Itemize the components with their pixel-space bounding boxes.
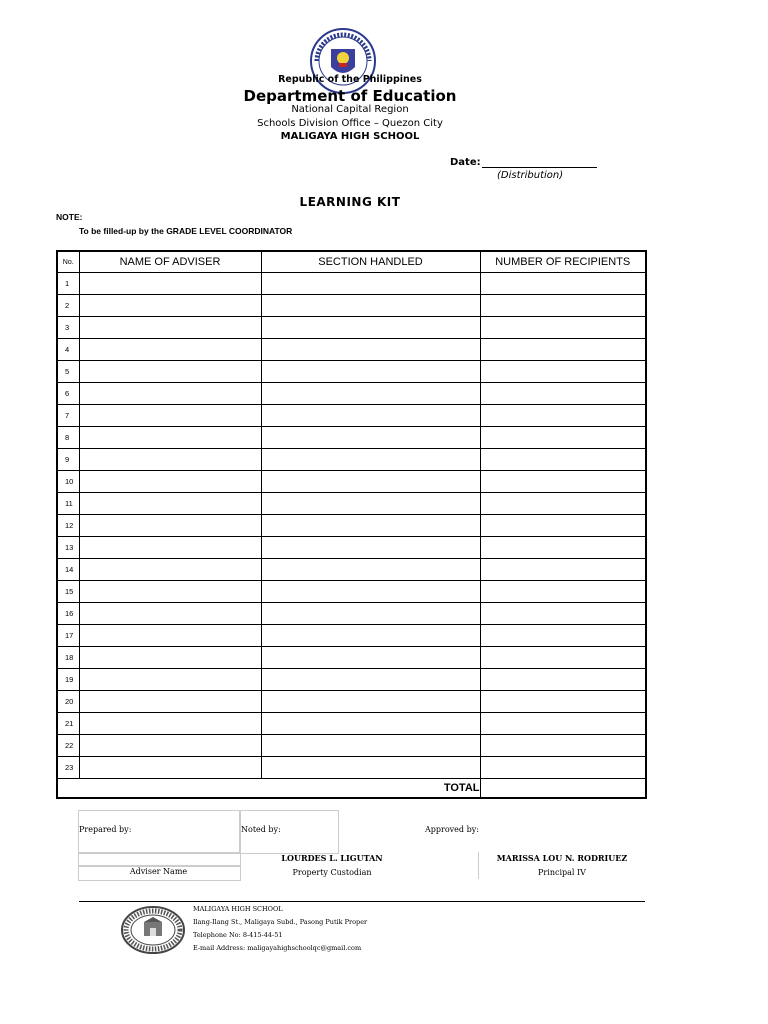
adviser-cell[interactable] bbox=[79, 757, 261, 779]
section-cell[interactable] bbox=[261, 383, 480, 405]
table-header-row bbox=[57, 251, 646, 273]
row-number: 2 bbox=[57, 295, 79, 317]
row-number: 3 bbox=[57, 317, 79, 339]
row-number: 22 bbox=[57, 735, 79, 757]
adviser-cell[interactable] bbox=[79, 273, 261, 295]
table-row bbox=[57, 273, 646, 295]
recipients-cell[interactable] bbox=[480, 625, 646, 647]
adviser-cell[interactable] bbox=[79, 669, 261, 691]
recipients-cell[interactable] bbox=[480, 581, 646, 603]
recipients-cell[interactable] bbox=[480, 449, 646, 471]
recipients-cell[interactable] bbox=[480, 427, 646, 449]
table-row bbox=[57, 537, 646, 559]
section-cell[interactable] bbox=[261, 537, 480, 559]
noted-by-name: LOURDES L. LIGUTAN bbox=[281, 853, 383, 863]
table-row bbox=[57, 603, 646, 625]
adviser-cell[interactable] bbox=[79, 339, 261, 361]
row-number: 1 bbox=[57, 273, 79, 295]
table-row bbox=[57, 669, 646, 691]
row-number: 16 bbox=[57, 603, 79, 625]
adviser-cell[interactable] bbox=[79, 427, 261, 449]
total-label: TOTAL bbox=[57, 779, 480, 799]
recipients-cell[interactable] bbox=[480, 493, 646, 515]
section-cell[interactable] bbox=[261, 449, 480, 471]
recipients-cell[interactable] bbox=[480, 603, 646, 625]
header-no: No. bbox=[57, 251, 79, 273]
noted-by-label: Noted by: bbox=[241, 825, 281, 834]
footer-address: Ilang-Ilang St., Maligaya Subd., Pasong Putik Proper bbox=[193, 918, 368, 926]
recipients-cell[interactable] bbox=[480, 471, 646, 493]
section-cell[interactable] bbox=[261, 603, 480, 625]
row-number: 15 bbox=[57, 581, 79, 603]
section-cell[interactable] bbox=[261, 273, 480, 295]
total-value-cell[interactable] bbox=[480, 779, 646, 799]
recipients-cell[interactable] bbox=[480, 339, 646, 361]
approved-by-title: Principal IV bbox=[538, 868, 586, 877]
table-row bbox=[57, 691, 646, 713]
note-text: To be filled-up by the GRADE LEVEL COORDINATOR bbox=[79, 226, 293, 236]
recipients-cell[interactable] bbox=[480, 317, 646, 339]
adviser-cell[interactable] bbox=[79, 713, 261, 735]
adviser-cell[interactable] bbox=[79, 603, 261, 625]
adviser-cell[interactable] bbox=[79, 691, 261, 713]
section-cell[interactable] bbox=[261, 581, 480, 603]
adviser-cell[interactable] bbox=[79, 449, 261, 471]
row-number: 20 bbox=[57, 691, 79, 713]
section-cell[interactable] bbox=[261, 625, 480, 647]
recipients-cell[interactable] bbox=[480, 405, 646, 427]
table-row bbox=[57, 405, 646, 427]
recipients-cell[interactable] bbox=[480, 735, 646, 757]
adviser-cell[interactable] bbox=[79, 581, 261, 603]
section-cell[interactable] bbox=[261, 515, 480, 537]
adviser-cell[interactable] bbox=[79, 647, 261, 669]
approved-by-name: MARISSA LOU N. RODRIUEZ bbox=[496, 853, 628, 863]
row-number: 10 bbox=[57, 471, 79, 493]
recipients-cell[interactable] bbox=[480, 295, 646, 317]
section-cell[interactable] bbox=[261, 493, 480, 515]
row-number: 14 bbox=[57, 559, 79, 581]
header-division: Schools Division Office – Quezon City bbox=[257, 118, 443, 129]
footer-school: MALIGAYA HIGH SCHOOL bbox=[193, 905, 283, 913]
header-republic: Republic of the Philippines bbox=[278, 74, 422, 85]
recipients-cell[interactable] bbox=[480, 647, 646, 669]
adviser-cell[interactable] bbox=[79, 559, 261, 581]
table-row bbox=[57, 361, 646, 383]
table-row bbox=[57, 427, 646, 449]
recipients-cell[interactable] bbox=[480, 273, 646, 295]
section-cell[interactable] bbox=[261, 427, 480, 449]
row-number: 11 bbox=[57, 493, 79, 515]
row-number: 8 bbox=[57, 427, 79, 449]
total-row bbox=[57, 779, 646, 799]
school-logo-icon bbox=[120, 905, 186, 955]
recipients-cell[interactable] bbox=[480, 559, 646, 581]
adviser-cell[interactable] bbox=[79, 493, 261, 515]
table-row bbox=[57, 581, 646, 603]
table-row bbox=[57, 559, 646, 581]
section-cell[interactable] bbox=[261, 405, 480, 427]
row-number: 7 bbox=[57, 405, 79, 427]
table-row bbox=[57, 295, 646, 317]
header-recipients: NUMBER OF RECIPIENTS bbox=[480, 251, 646, 273]
section-cell[interactable] bbox=[261, 339, 480, 361]
table-row bbox=[57, 735, 646, 757]
table-row bbox=[57, 757, 646, 779]
header-school: MALIGAYA HIGH SCHOOL bbox=[280, 131, 420, 142]
document-title: LEARNING KIT bbox=[299, 195, 401, 209]
section-cell[interactable] bbox=[261, 647, 480, 669]
noted-by-title: Property Custodian bbox=[292, 868, 372, 877]
recipients-cell[interactable] bbox=[480, 383, 646, 405]
section-cell[interactable] bbox=[261, 757, 480, 779]
section-cell[interactable] bbox=[261, 713, 480, 735]
date-sublabel: (Distribution) bbox=[497, 170, 564, 181]
table-row bbox=[57, 449, 646, 471]
adviser-name-caption: Adviser Name bbox=[129, 867, 188, 876]
recipients-cell[interactable] bbox=[480, 757, 646, 779]
adviser-cell[interactable] bbox=[79, 361, 261, 383]
table-row bbox=[57, 339, 646, 361]
adviser-cell[interactable] bbox=[79, 625, 261, 647]
adviser-cell[interactable] bbox=[79, 383, 261, 405]
table-row bbox=[57, 317, 646, 339]
learning-kit-table bbox=[56, 250, 647, 799]
footer-divider bbox=[79, 901, 645, 902]
table-row bbox=[57, 493, 646, 515]
adviser-cell[interactable] bbox=[79, 515, 261, 537]
table-row bbox=[57, 647, 646, 669]
footer-email: E-mail Address: maligayahighschoolqc@gmail.com bbox=[193, 944, 362, 952]
table-row bbox=[57, 515, 646, 537]
section-cell[interactable] bbox=[261, 361, 480, 383]
adviser-cell[interactable] bbox=[79, 295, 261, 317]
table-row bbox=[57, 713, 646, 735]
row-number: 4 bbox=[57, 339, 79, 361]
section-cell[interactable] bbox=[261, 295, 480, 317]
row-number: 21 bbox=[57, 713, 79, 735]
row-number: 6 bbox=[57, 383, 79, 405]
row-number: 12 bbox=[57, 515, 79, 537]
table-row bbox=[57, 625, 646, 647]
row-number: 23 bbox=[57, 757, 79, 779]
adviser-cell[interactable] bbox=[79, 405, 261, 427]
section-cell[interactable] bbox=[261, 317, 480, 339]
recipients-cell[interactable] bbox=[480, 515, 646, 537]
adviser-cell[interactable] bbox=[79, 471, 261, 493]
recipients-cell[interactable] bbox=[480, 713, 646, 735]
footer-telephone: Telephone No: 8-415-44-51 bbox=[193, 931, 283, 939]
date-label: Date: bbox=[450, 157, 481, 168]
header-adviser: NAME OF ADVISER bbox=[79, 251, 261, 273]
section-cell[interactable] bbox=[261, 691, 480, 713]
row-number: 13 bbox=[57, 537, 79, 559]
recipients-cell[interactable] bbox=[480, 537, 646, 559]
row-number: 5 bbox=[57, 361, 79, 383]
row-number: 9 bbox=[57, 449, 79, 471]
recipients-cell[interactable] bbox=[480, 669, 646, 691]
header-section: SECTION HANDLED bbox=[261, 251, 480, 273]
row-number: 18 bbox=[57, 647, 79, 669]
section-cell[interactable] bbox=[261, 471, 480, 493]
prepared-by-label: Prepared by: bbox=[79, 825, 132, 834]
approved-by-label: Approved by: bbox=[425, 825, 479, 834]
table-row bbox=[57, 383, 646, 405]
row-number: 17 bbox=[57, 625, 79, 647]
adviser-cell[interactable] bbox=[79, 537, 261, 559]
row-number: 19 bbox=[57, 669, 79, 691]
recipients-cell[interactable] bbox=[480, 691, 646, 713]
table-row bbox=[57, 471, 646, 493]
section-cell[interactable] bbox=[261, 735, 480, 757]
date-field[interactable] bbox=[482, 167, 597, 168]
adviser-cell[interactable] bbox=[79, 317, 261, 339]
section-cell[interactable] bbox=[261, 559, 480, 581]
header-region: National Capital Region bbox=[291, 104, 409, 115]
recipients-cell[interactable] bbox=[480, 361, 646, 383]
header-department: Department of Education bbox=[243, 87, 457, 105]
adviser-cell[interactable] bbox=[79, 735, 261, 757]
section-cell[interactable] bbox=[261, 669, 480, 691]
note-label: NOTE: bbox=[56, 212, 83, 222]
